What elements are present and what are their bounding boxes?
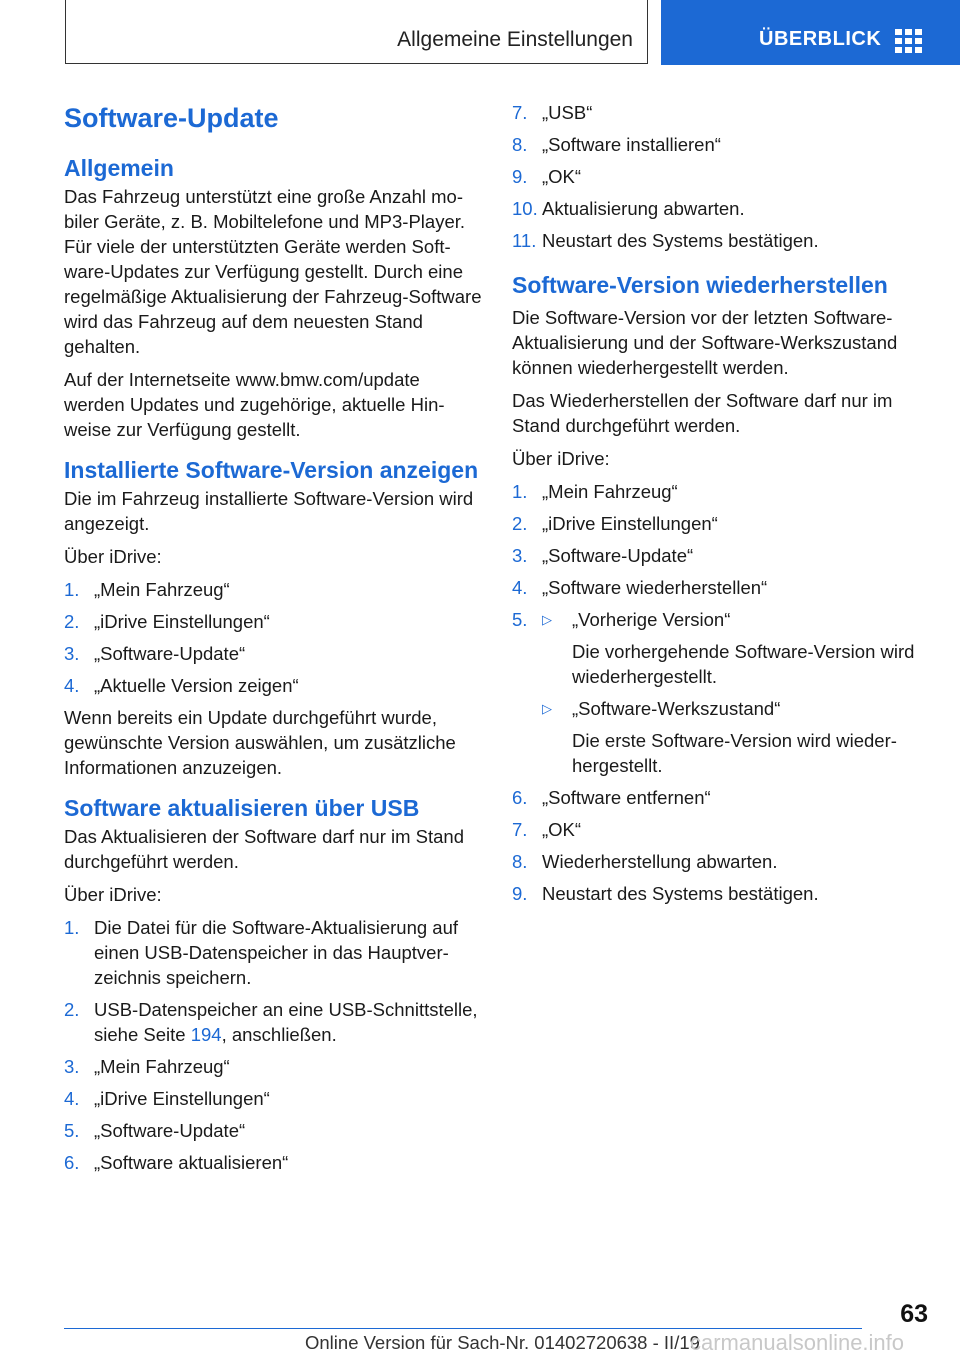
section-heading: Software-Version wiederherstellen <box>512 272 888 298</box>
section-installed-version <box>64 456 484 780</box>
option-item: ▷ „Vorherige Version“ Die vorhergehende Software-Version wird wiederhergestellt. <box>542 609 915 687</box>
paragraph: Über iDrive: <box>64 546 162 567</box>
page-number: 63 <box>900 1300 928 1328</box>
watermark: carmanualsonline.info <box>690 1330 905 1355</box>
section-heading: Installierte Software-Version anzeigen <box>64 457 479 483</box>
grid-icon <box>895 29 923 53</box>
paragraph: Das Wiederherstellen der Software darf nur im Stand durchgeführt werden. <box>512 390 893 436</box>
section-allgemein <box>64 154 484 442</box>
list-item: 6. „Software entfernen“ <box>512 787 711 808</box>
list-item: 3. „Mein Fahrzeug“ <box>64 1056 230 1077</box>
list-item: 8. Wiederherstellung abwarten. <box>512 851 778 872</box>
paragraph: Wenn bereits ein Update durchgeführt wurde, gewünschte Version auswählen, um zusätzliche Informationen anzuzeigen. <box>64 707 456 778</box>
page-title: Software-Update <box>64 103 279 133</box>
steps-list <box>512 479 932 906</box>
triangle-right-icon: ▷ <box>542 612 552 627</box>
list-item: 4. „iDrive Einstellungen“ <box>64 1088 270 1109</box>
section-heading: Software aktualisieren über USB <box>64 795 420 821</box>
list-item: 1. „Mein Fahrzeug“ <box>512 481 678 502</box>
section-restore-version <box>512 271 932 906</box>
list-item: 7. „USB“ <box>512 102 593 123</box>
list-item: 8. „Software installieren“ <box>512 134 721 155</box>
list-item: 3. „Software-Update“ <box>512 545 694 566</box>
option-list <box>542 607 932 778</box>
list-item: 6. „Software aktualisieren“ <box>64 1152 289 1173</box>
list-item: 1. Die Datei für die Software-Aktualisierung auf einen USB-Datenspeicher in das Hauptverzeichnis speichern. <box>64 917 459 988</box>
list-item: 11. Neustart des Systems bestätigen. <box>512 230 819 251</box>
steps-list <box>64 915 484 1175</box>
list-item: 10. Aktualisierung abwarten. <box>512 198 745 219</box>
section-heading: Allgemein <box>64 155 174 181</box>
list-item: 9. Neustart des Systems bestätigen. <box>512 883 819 904</box>
paragraph: Die im Fahrzeug installierte Software-Version wird angezeigt. <box>64 488 474 534</box>
header-section-title: Allgemeine Einstellungen <box>397 28 633 51</box>
paragraph: Über iDrive: <box>64 884 162 905</box>
list-item: 4. „Aktuelle Version zeigen“ <box>64 675 299 696</box>
overview-label: ÜBERBLICK <box>759 28 882 50</box>
list-item: 7. „OK“ <box>512 819 582 840</box>
paragraph: Das Fahrzeug unterstützt eine große Anzahl mobiler Geräte, z. B. Mobiltelefone und MP3-Player. Für viele der unterstützten Geräte werden Software-Updates zur Verfügung gestellt. Durch eine regelmäßige Aktualisierung der Fahrzeug-Software wird das Fahrzeug auf dem neuesten Stand gehalten. <box>64 186 482 357</box>
left-column <box>64 100 484 1189</box>
footer-divider <box>64 1328 862 1329</box>
overview-button[interactable] <box>661 0 960 65</box>
list-item: 2. USB-Datenspeicher an eine USB-Schnittstelle, siehe Seite 194, anschließen. <box>64 999 478 1045</box>
steps-list <box>64 577 484 698</box>
paragraph: Das Aktualisieren der Software darf nur im Stand durchgeführt werden. <box>64 826 464 872</box>
paragraph: Über iDrive: <box>512 448 610 469</box>
footer-online-version: Online Version für Sach-Nr. 01402720638 - II/19 <box>305 1332 700 1353</box>
list-item: 1. „Mein Fahrzeug“ <box>64 579 230 600</box>
paragraph: Auf der Internetseite www.bmw.com/update werden Updates und zugehörige, aktuelle Hinweise zur Verfügung gestellt. <box>64 369 445 440</box>
paragraph: Die Software-Version vor der letzten Software-Aktualisierung und der Software-Werkszustand können wiederhergestellt werden. <box>512 307 898 378</box>
list-item: 4. „Software wiederherstellen“ <box>512 577 768 598</box>
section-usb-update <box>64 794 484 1175</box>
list-item: 3. „Software-Update“ <box>64 643 246 664</box>
right-column <box>512 100 932 920</box>
triangle-right-icon: ▷ <box>542 701 552 716</box>
list-item: 5. ▷ „Vorherige Version“ Die vorhergehende Software-Version wird wiederhergestellt. ▷ „Software-Werkszustand“ Die erste Software-Version wird wiederhergestellt. <box>512 607 932 778</box>
list-item: 5. „Software-Update“ <box>64 1120 246 1141</box>
header-section-tab <box>65 0 648 64</box>
page-link[interactable]: 194 <box>190 1024 222 1045</box>
list-item: 9. „OK“ <box>512 166 582 187</box>
list-item: 2. „iDrive Einstellungen“ <box>512 513 718 534</box>
list-item: 2. „iDrive Einstellungen“ <box>64 611 270 632</box>
steps-list-continued <box>512 100 932 253</box>
option-item: ▷ „Software-Werkszustand“ Die erste Software-Version wird wiederhergestellt. <box>542 698 897 776</box>
